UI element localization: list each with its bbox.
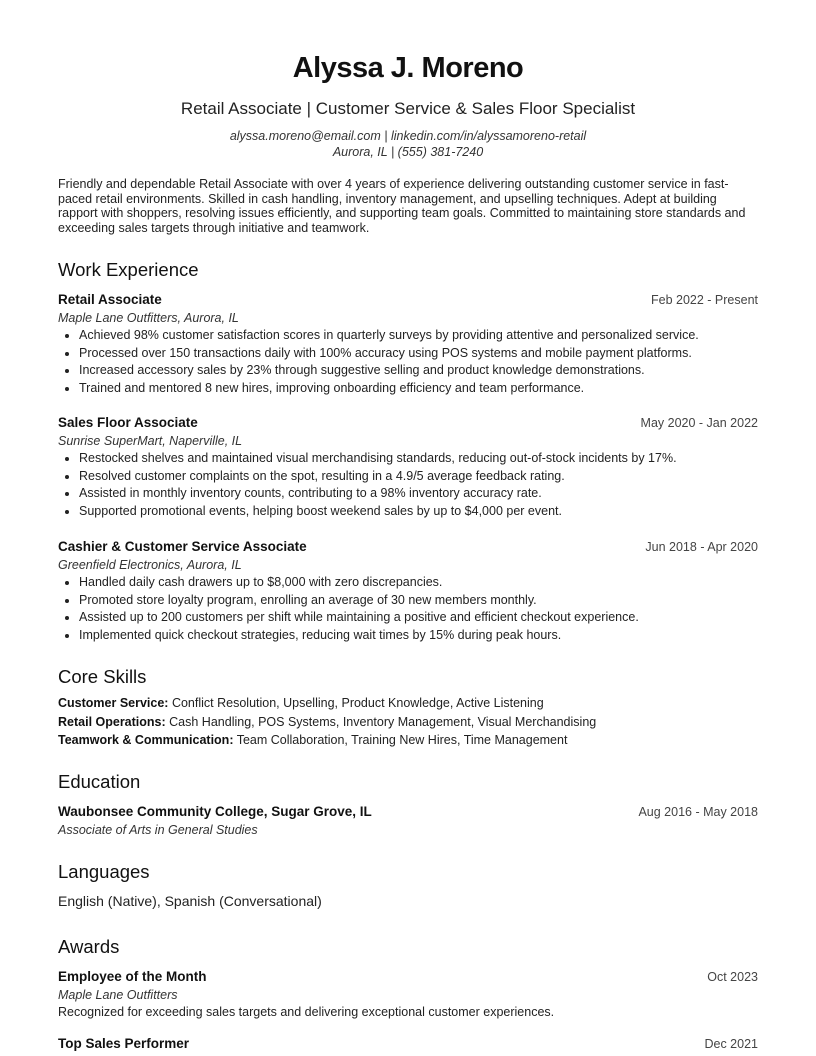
job-title: Sales Floor Associate (58, 415, 198, 430)
experience-entry-header (58, 292, 758, 310)
achievement-item: • Supported promotional events, helping boost weekend sales by up to $4,000 per event. (79, 503, 758, 521)
education-dates: Aug 2016 - May 2018 (638, 805, 758, 819)
degree: Associate of Arts in General Studies (58, 823, 258, 837)
employer: Greenfield Electronics, Aurora, IL (58, 558, 242, 572)
section-title-education: Education (58, 771, 141, 792)
experience-entry-3 (58, 539, 758, 644)
skill-row (58, 694, 758, 713)
award-title: Top Sales Performer (58, 1036, 190, 1051)
skills-list (58, 694, 758, 750)
achievement-item: • Restocked shelves and maintained visual merchandising standards, reducing out-of-stock incidents by 17%. (79, 450, 758, 468)
award-date: Oct 2023 (707, 970, 758, 984)
contact-line-email-linkedin: alyssa.moreno@email.com | linkedin.com/in/alyssamoreno-retail (229, 129, 587, 143)
award-description: Recognized for exceeding sales targets and delivering exceptional customer experiences. (58, 1005, 555, 1019)
achievement-item: • Implemented quick checkout strategies, reducing wait times by 15% during peak hours. (79, 627, 758, 645)
candidate-name: Alyssa J. Moreno (292, 52, 524, 84)
skill-category: Retail Operations: (58, 714, 166, 729)
education-header (58, 804, 758, 822)
award-header (58, 969, 758, 987)
award-entry-2 (58, 1036, 758, 1054)
skill-category: Teamwork & Communication: (58, 733, 234, 747)
employer: Sunrise SuperMart, Naperville, IL (58, 434, 243, 448)
languages-list: English (Native), Spanish (Conversational) (58, 893, 322, 909)
award-title: Employee of the Month (58, 969, 207, 984)
section-title-work-experience: Work Experience (58, 259, 199, 280)
achievement-item: • Promoted store loyalty program, enrolling an average of 30 new members monthly. (79, 592, 758, 610)
job-title: Cashier & Customer Service Associate (58, 539, 307, 554)
experience-entry-header (58, 415, 758, 433)
experience-entry-1 (58, 292, 758, 397)
achievement-item: • Resolved customer complaints on the spot, resulting in a 4.9/5 average feedback rating. (79, 468, 758, 486)
professional-summary: Friendly and dependable Retail Associate with over 4 years of experience delivering outstanding customer service in fast-paced retail environments. Skilled in cash handling, inventory management, and upselling techniques. Adept at building rapport with shoppers, resolving issues efficiently, and supporting team goals. Committed to maintaining store standards and exceeding sales targets through initiative and teamwork. (58, 177, 746, 235)
skill-row (58, 731, 758, 750)
job-dates: Feb 2022 - Present (650, 293, 758, 307)
skill-items: Conflict Resolution, Upselling, Product Knowledge, Active Listening (171, 696, 544, 710)
job-title: Retail Associate (58, 292, 162, 307)
headline: Retail Associate | Customer Service & Sales Floor Specialist (180, 99, 636, 118)
experience-entry-header (58, 539, 758, 557)
job-dates: Jun 2018 - Apr 2020 (645, 540, 758, 554)
award-entry-1 (58, 969, 758, 1020)
achievement-item: • Trained and mentored 8 new hires, improving onboarding efficiency and team performance. (79, 380, 758, 398)
achievement-list (58, 450, 758, 520)
achievement-item: • Handled daily cash drawers up to $8,000 with zero discrepancies. (79, 574, 758, 592)
section-title-awards: Awards (58, 936, 120, 957)
achievement-item: • Achieved 98% customer satisfaction scores in quarterly surveys by providing attentive and personalized service. (79, 327, 758, 345)
contact-line-location-phone: Aurora, IL | (555) 381-7240 (332, 145, 484, 159)
skill-category: Customer Service: (58, 696, 169, 710)
skill-row (58, 713, 758, 732)
achievement-item: • Processed over 150 transactions daily with 100% accuracy using POS systems and mobile payment platforms. (79, 345, 758, 363)
experience-entry-2 (58, 415, 758, 520)
achievement-item: • Assisted in monthly inventory counts, contributing to a 98% inventory accuracy rate. (79, 485, 758, 503)
award-header (58, 1036, 758, 1054)
skill-items: Cash Handling, POS Systems, Inventory Management, Visual Merchandising (169, 714, 597, 729)
school-name: Waubonsee Community College, Sugar Grove, IL (58, 804, 372, 819)
achievement-item: • Increased accessory sales by 23% through suggestive selling and product knowledge demonstrations. (79, 362, 758, 380)
achievement-list (58, 327, 758, 397)
award-organization: Maple Lane Outfitters (58, 988, 178, 1002)
section-title-core-skills: Core Skills (58, 666, 147, 687)
section-title-languages: Languages (58, 861, 150, 882)
award-date: Dec 2021 (704, 1037, 758, 1051)
achievement-item: • Assisted up to 200 customers per shift while maintaining a positive and efficient checkout experience. (79, 609, 758, 627)
education-entry (58, 804, 758, 839)
achievement-list (58, 574, 758, 644)
job-dates: May 2020 - Jan 2022 (640, 416, 758, 430)
skill-items: Team Collaboration, Training New Hires, Time Management (236, 733, 568, 747)
employer: Maple Lane Outfitters, Aurora, IL (58, 311, 239, 325)
